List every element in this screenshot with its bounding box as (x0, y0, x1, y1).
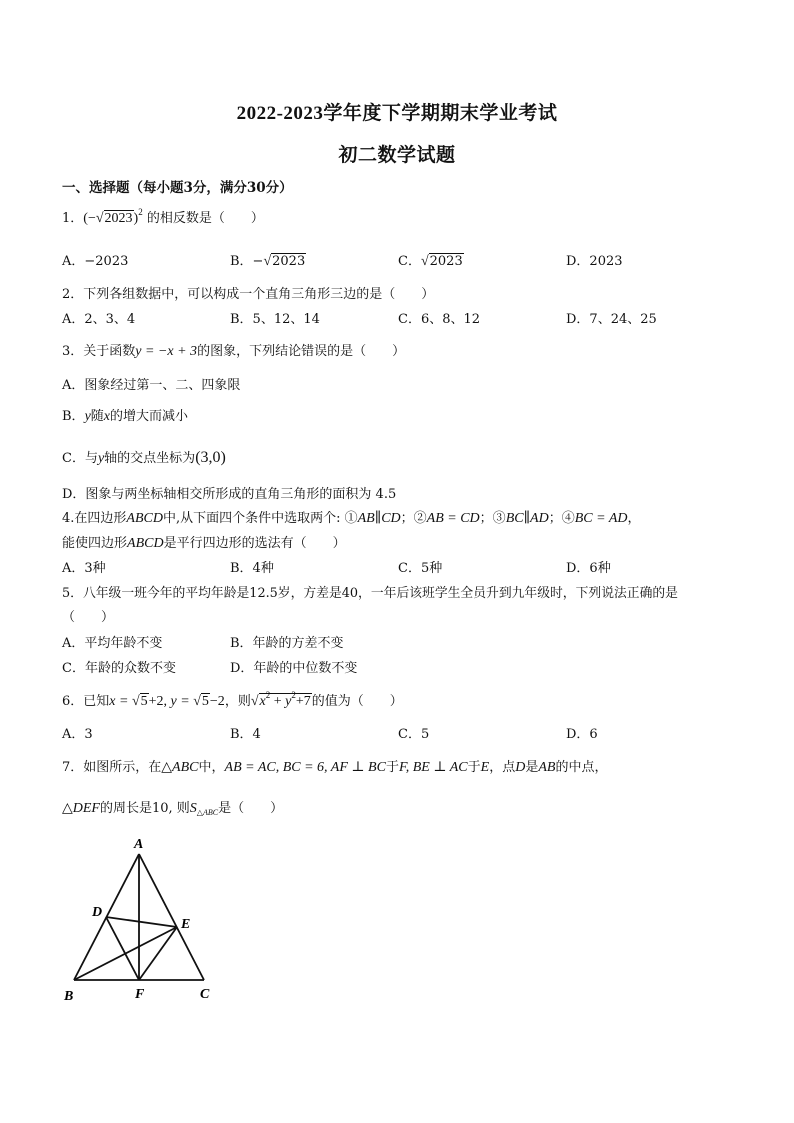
q3-option-b: B．y随x的增大而减小 (62, 409, 189, 424)
q1-option-c: C．√2023 (398, 254, 463, 269)
question-5-stem: 5．八年级一班今年的平均年龄是12.5岁，方差是40，一年后该班学生全员升到九年级时，下列说法正确的是 (62, 586, 678, 601)
q6-option-a: A．3 (62, 727, 93, 742)
exponent: 2 (138, 207, 143, 217)
question-5-paren: （ ） (62, 610, 115, 625)
q5-option-c: C．年龄的众数不变 (62, 661, 176, 676)
q6-option-d: D．6 (566, 727, 598, 742)
question-6-stem: 6．已知x = √5+2, y = √5−2，则$√x^2 + y^2+7$的值为（ ） (62, 690, 403, 709)
radical-sign: √ (420, 254, 429, 269)
question-4-line-1: 4.在四边形ABCD中,从下面四个条件中选取两个: ①AB∥CD；②AB = CD；③BC∥AD；④BC = AD， (62, 511, 641, 526)
question-7-line-1: 7．如图所示，在△ABC中，AB = AC, BC = 6, AF ⊥ BC于F, BE ⊥ AC于E，点D是AB的中点， (62, 760, 608, 775)
q5-option-b: B．年龄的方差不变 (230, 636, 344, 651)
q3-option-d: D．图象与两坐标轴相交所形成的直角三角形的面积为 4.5 (62, 487, 397, 502)
sqrt-expression: 2023 (104, 211, 133, 226)
question-number: 1． (62, 211, 84, 226)
radical-sign: √ (193, 694, 201, 709)
q4-option-d: D．6种 (566, 561, 611, 576)
edge-ac (139, 854, 204, 980)
segment-de (106, 917, 177, 927)
function-expression: y = −x + 3 (135, 344, 198, 359)
q4-option-b: B．4种 (230, 561, 274, 576)
q1-option-a: A．−2023 (62, 254, 129, 269)
label-e: E (181, 917, 191, 932)
q4-option-c: C．5种 (398, 561, 443, 576)
exam-title: 2022-2023学年度下学期期末学业考试 (236, 103, 558, 124)
question-7-line-2: △DEF的周长是10, 则$S_{\triangle ABC}$是（ ） (62, 801, 284, 817)
sqrt-sum-expression: $x^2 + y^2+7$ (259, 690, 311, 709)
q2-option-c: C．6、8、12 (398, 312, 481, 327)
q1-option-b: B．−√2023 (230, 254, 306, 269)
question-4-line-2: 能使四边形ABCD是平行四边形的选法有（ ） (62, 536, 346, 551)
question-2-stem: 2．下列各组数据中，可以构成一个直角三角形三边的是（ ） (62, 287, 435, 302)
q3-option-c: C．与y轴的交点坐标为(3,0) (62, 449, 226, 466)
q1-option-d: D．2023 (566, 254, 623, 269)
q6-option-b: B．4 (230, 727, 261, 742)
q5-option-d: D．年龄的中位数不变 (230, 661, 358, 676)
q5-option-a: A．平均年龄不变 (62, 636, 163, 651)
q2-option-b: B．5、12、14 (230, 312, 320, 327)
section-title: 一、选择题（每小题3分，满分30分） (62, 180, 293, 196)
label-c: C (200, 987, 210, 1002)
q3-option-a: A．图象经过第一、二、四象限 (62, 378, 241, 393)
radical-sign: √ (95, 211, 104, 226)
radical-sign: √ (131, 694, 140, 709)
q2-option-d: D．7、24、25 (566, 312, 657, 327)
question-3-stem: 3．关于函数y = −x + 3的图象，下列结论错误的是（ ） (62, 344, 406, 359)
q2-option-a: A．2、3、4 (62, 312, 136, 327)
question-1-stem: 1．$(-√2023)^2$ 的相反数是（ ） (62, 207, 264, 226)
triangle-figure (60, 832, 230, 1012)
label-a: A (134, 837, 144, 852)
radical-sign: √ (263, 254, 272, 269)
exam-subtitle: 初二数学试题 (338, 145, 456, 166)
segment-ef (139, 927, 177, 980)
label-b: B (64, 989, 74, 1004)
label-d: D (92, 905, 103, 920)
label-f: F (135, 987, 145, 1002)
q4-option-a: A．3种 (62, 561, 106, 576)
q6-option-c: C．5 (398, 727, 430, 742)
